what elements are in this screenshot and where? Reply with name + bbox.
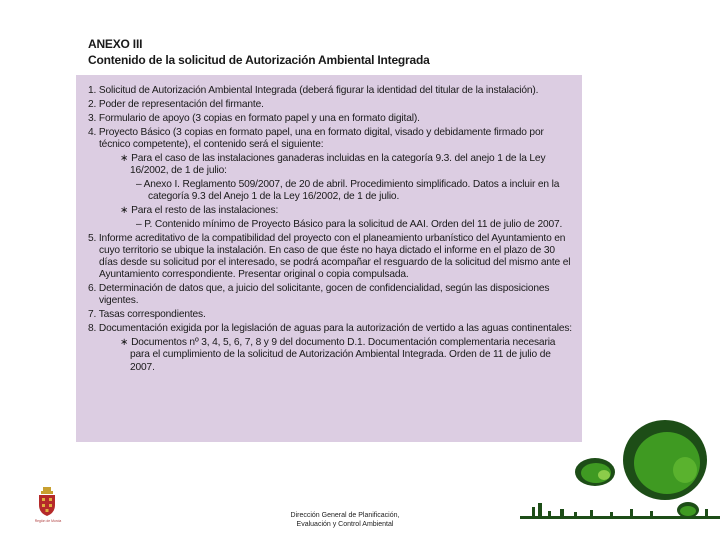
list-item: 8. Documentación exigida por la legislación de aguas para la autorización de vertido a las aguas continentales: xyxy=(88,323,572,335)
list-item: 6. Determinación de datos que, a juicio del solicitante, gocen de confidencialidad, según las disposiciones vigentes. xyxy=(88,283,550,307)
footer-line: Dirección General de Planificación, xyxy=(290,512,400,519)
green-circles-landscape-icon xyxy=(500,385,720,540)
list-item: 4. Proyecto Básico (3 copias en formato papel, una en formato digital, visado y debidamente firmado por técnico competente), el contenido será el siguiente: xyxy=(88,126,544,150)
annex-title: ANEXO III xyxy=(88,37,143,51)
sub-sub-bullet: – P. Contenido mínimo de Proyecto Básico para la solicitud de AAI. Orden del 11 de julio de 2007. xyxy=(136,218,563,230)
list-item: 5. Informe acreditativo de la compatibilidad del proyecto con el planeamiento urbanístico del Ayuntamiento en cuyo territorio se ubique la instalación. En caso de que éste no haya dictado el informe en el plazo de 30 días desde su solicitud por el interesado, se podrá acompañar el resguardo de la solicitud del mismo ante el Ayuntamiento correspondiente. Presentar original o copia compulsada. xyxy=(88,232,571,281)
annex-subtitle: Contenido de la solicitud de Autorización Ambiental Integrada xyxy=(88,53,430,67)
sub-bullet: ∗ Para el resto de las instalaciones: xyxy=(120,204,279,216)
footer-line: Evaluación y Control Ambiental xyxy=(296,520,394,528)
region-crest-icon xyxy=(36,487,58,517)
region-caption: Región de Murcia xyxy=(34,519,62,523)
list-item: 7. Tasas correspondientes. xyxy=(88,309,206,321)
list-item: 1. Solicitud de Autorización Ambiental Integrada (deberá figurar la identidad del titular de la instalación). xyxy=(88,85,539,96)
sub-bullet: ∗ Documentos nº 3, 4, 5, 6, 7, 8 y 9 del documento D.1. Documentación complementaria necesaria para el cumplimiento de la solicitud de Autorización Ambiental Integrada. Orden de 11 de julio de 2007. xyxy=(120,337,556,373)
list-item: 2. Poder de representación del firmante. xyxy=(88,98,264,110)
sub-bullet: ∗ Para el caso de las instalaciones ganaderas incluidas en la categoría 9.3. del anejo 1 de la Ley 16/2002, de 1 de julio: xyxy=(120,152,546,176)
sub-sub-bullet: – Anexo I. Reglamento 509/2007, de 20 de abril. Procedimiento simplificado. Datos a incluir en la categoría 9.3 del Anejo 1 de la Ley 16/2002, de 1 de julio. xyxy=(136,178,560,203)
list-item: 3. Formulario de apoyo (3 copias en formato papel y una en formato digital). xyxy=(88,112,420,124)
footer xyxy=(270,512,420,529)
annex-heading xyxy=(88,36,648,68)
